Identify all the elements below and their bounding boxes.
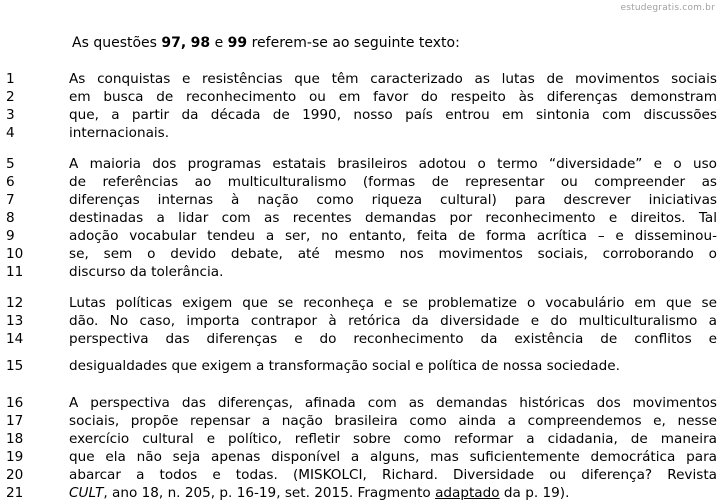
text-line	[0, 245, 719, 263]
header-prefix: As questões	[72, 35, 162, 51]
text-line	[0, 484, 719, 502]
line-number: 18	[6, 431, 24, 447]
line-text: internacionais.	[69, 125, 170, 141]
line-text: discurso da tolerância.	[69, 264, 224, 280]
text-line	[0, 466, 719, 484]
line-text: desigualdades que exigem a transformação social e política de nossa sociedade.	[69, 358, 620, 374]
line-text: que ela não seja apenas disponível a alguns, mas suficientemente democrática para	[69, 449, 717, 465]
line-text: A maioria dos programas estatais brasileiros adotou o termo “diversidade” e o uso	[69, 156, 717, 172]
question-header	[72, 35, 460, 51]
line-number: 17	[6, 413, 24, 429]
header-conjunction: e	[210, 35, 228, 51]
citation-line	[69, 484, 717, 502]
question-number-99: 99	[227, 35, 248, 51]
line-text: diferenças internas à nação como riqueza cultural) para descrever iniciativas	[69, 192, 717, 208]
magazine-title: CULT	[69, 485, 104, 501]
line-number: 2	[6, 89, 15, 105]
text-line	[0, 312, 719, 330]
text-line	[0, 70, 719, 88]
paragraph-1	[0, 70, 719, 142]
text-line	[0, 448, 719, 466]
text-line	[0, 330, 719, 348]
line-number: 6	[6, 174, 15, 190]
line-text: que, a partir da década de 1990, nosso país entrou em sintonia com discussões	[69, 107, 717, 123]
watermark: estudegratis.com.br	[620, 3, 715, 13]
line-text: sociais, propõe repensar a nação brasileira como ainda a compreendemos e, nesse	[69, 413, 717, 429]
line-number: 13	[6, 313, 24, 329]
line-number: 19	[6, 449, 24, 465]
line-number: 21	[6, 485, 24, 501]
text-line	[0, 430, 719, 448]
header-suffix: referem-se ao seguinte texto:	[247, 35, 460, 51]
line-number: 15	[6, 358, 24, 374]
line-number: 8	[6, 210, 15, 226]
line-number: 16	[6, 395, 24, 411]
text-line	[0, 412, 719, 430]
line-text: se, sem o devido debate, até mesmo nos movimentos sociais, corroborando o	[69, 246, 717, 262]
text-line	[0, 155, 719, 173]
line-number: 7	[6, 192, 15, 208]
line-number: 9	[6, 228, 15, 244]
line-text: As conquistas e resistências que têm caracterizado as lutas de movimentos sociais	[69, 71, 717, 87]
line-number: 12	[6, 295, 24, 311]
line-text: adoção vocabular tendeu a ser, no entanto, feita de forma acrítica – e disseminou-	[69, 228, 717, 244]
line-text: dão. No caso, importa contrapor à retórica da diversidade e do multiculturalismo a	[69, 313, 717, 329]
line-text: destinadas a lidar com as recentes demandas por reconhecimento e direitos. Tal	[69, 210, 717, 226]
text-line	[0, 209, 719, 227]
line-number: 11	[6, 264, 24, 280]
text-line	[0, 88, 719, 106]
line-number: 10	[6, 246, 24, 262]
adapted-word: adaptado	[435, 485, 500, 501]
line-text: exercício cultural e político, refletir sobre como reformar a cidadania, de maneira	[69, 431, 717, 447]
line-number: 20	[6, 467, 24, 483]
line-number: 4	[6, 125, 15, 141]
line-number: 5	[6, 156, 15, 172]
paragraph-2	[0, 155, 719, 281]
citation-details: , ano 18, n. 205, p. 16-19, set. 2015. Fragmento	[103, 485, 436, 501]
line-number: 3	[6, 107, 15, 123]
text-line	[0, 191, 719, 209]
paragraph-3-continuation	[0, 357, 719, 375]
line-text: em busca de reconhecimento ou em favor do respeito às diferenças demonstram	[69, 89, 717, 105]
line-text: abarcar a todos e todas. (MISKOLCI, Richard. Diversidade ou diferença? Revista	[69, 467, 717, 483]
paragraph-4	[0, 394, 719, 502]
line-text: A perspectiva das diferenças, afinada com as demandas históricas dos movimentos	[69, 395, 717, 411]
line-text: Lutas políticas exigem que se reconheça e se problematize o vocabulário em que se	[69, 295, 717, 311]
text-line	[0, 173, 719, 191]
text-line	[0, 394, 719, 412]
text-line	[0, 106, 719, 124]
citation-end: da p. 19).	[499, 485, 570, 501]
line-number: 14	[6, 331, 24, 347]
question-number-97: 97,	[161, 35, 187, 51]
text-line	[0, 263, 719, 281]
line-number: 1	[6, 71, 15, 87]
paragraph-3	[0, 294, 719, 348]
text-line	[0, 124, 719, 142]
text-line	[0, 357, 719, 375]
line-text: perspectiva das diferenças e do reconhecimento da existência de conflitos e	[69, 331, 717, 347]
line-text: de referências ao multiculturalismo (formas de representar ou compreender as	[69, 174, 717, 190]
text-line	[0, 294, 719, 312]
text-line	[0, 227, 719, 245]
question-number-98: 98	[190, 35, 211, 51]
